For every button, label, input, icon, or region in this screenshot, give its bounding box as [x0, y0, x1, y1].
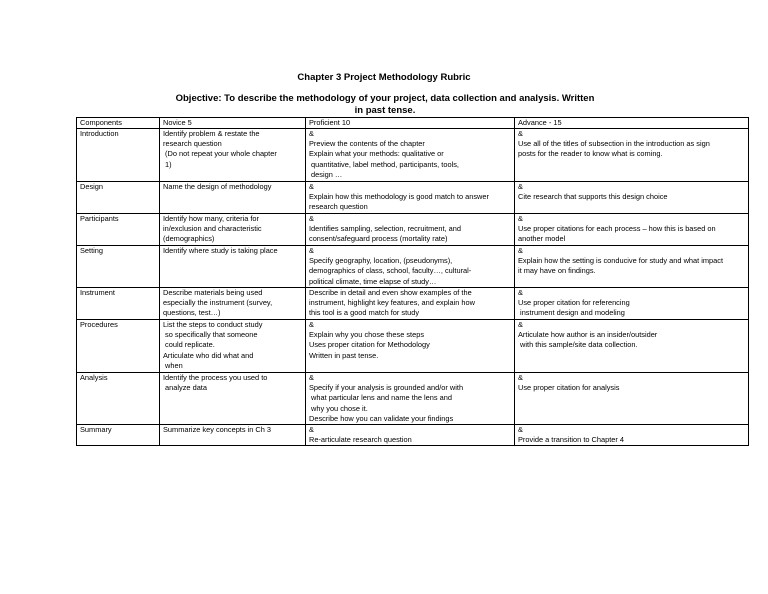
cell-novice: [160, 182, 306, 214]
novice-text-line: Identify problem & restate the: [163, 129, 260, 138]
advance-text-line: Cite research that supports this design choice: [518, 192, 668, 202]
objective-line-2: in past tense.: [354, 105, 416, 116]
novice-text-line: 1): [163, 159, 172, 169]
advance-text-line: Articulate how author is an insider/outsider: [518, 330, 658, 340]
cell-advance: [515, 373, 749, 425]
table-row: [77, 288, 749, 320]
novice-text-line: Articulate who did what and: [163, 350, 254, 360]
cell-component: [77, 246, 160, 288]
cell-advance: [515, 425, 749, 446]
proficient-text-line: Explain why you chose these steps: [309, 330, 425, 340]
cell-proficient: [306, 288, 515, 320]
novice-text-line: Describe materials being used: [163, 288, 263, 297]
proficient-text-line: &: [309, 425, 314, 435]
cell-novice: [160, 246, 306, 288]
cell-component: [77, 425, 160, 446]
component-label: Setting: [80, 246, 104, 255]
cell-proficient: [306, 129, 515, 182]
component-label: Participants: [80, 214, 119, 223]
proficient-text-line: Identifies sampling, selection, recruitment, and: [309, 224, 461, 234]
header-proficient: Proficient 10: [306, 118, 515, 129]
advance-text-line: Use proper citations for each process – how this is based on: [518, 224, 716, 234]
novice-text-line: Identify how many, criteria for: [163, 214, 259, 223]
table-row: [77, 425, 749, 446]
advance-text-line: another model: [518, 234, 566, 244]
novice-text-line: (demographics): [163, 234, 215, 244]
proficient-text-line: &: [309, 373, 314, 382]
proficient-text-line: consent/safeguard process (mortality rate): [309, 234, 448, 244]
novice-text-line: Identify the process you used to: [163, 373, 268, 382]
novice-text-line: so specifically that someone: [163, 330, 258, 340]
cell-novice: [160, 373, 306, 425]
advance-text-line: Provide a transition to Chapter 4: [518, 435, 624, 445]
objective-line-1: Objective: To describe the methodology of your project, data collection and analysis. Written: [175, 93, 595, 104]
cell-proficient: [306, 425, 515, 446]
novice-text-line: especially the instrument (survey,: [163, 298, 273, 308]
proficient-text-line: Specify geography, location, (pseudonyms),: [309, 256, 453, 266]
header-advance: Advance - 15: [515, 118, 749, 129]
novice-text-line: could replicate.: [163, 340, 215, 350]
cell-component: [77, 182, 160, 214]
cell-advance: [515, 214, 749, 246]
novice-text-line: Name the design of methodology: [163, 182, 272, 191]
component-label: Introduction: [80, 129, 119, 138]
advance-text-line: with this sample/site data collection.: [518, 340, 638, 350]
cell-component: [77, 373, 160, 425]
proficient-text-line: demographics of class, school, faculty…, cultural-: [309, 266, 472, 276]
cell-novice: [160, 425, 306, 446]
novice-text-line: in/exclusion and characteristic: [163, 224, 262, 234]
advance-text-line: &: [518, 129, 523, 138]
proficient-text-line: Specify if your analysis is grounded and/or with: [309, 383, 464, 393]
table-row: [77, 320, 749, 373]
cell-proficient: [306, 320, 515, 373]
cell-component: [77, 320, 160, 373]
cell-advance: [515, 182, 749, 214]
advance-text-line: &: [518, 214, 523, 223]
cell-novice: [160, 214, 306, 246]
novice-text-line: when: [163, 360, 183, 370]
header-components: Components: [77, 118, 160, 129]
proficient-text-line: why you chose it.: [309, 403, 368, 413]
proficient-text-line: Describe in detail and even show examples of the: [309, 288, 472, 297]
proficient-text-line: &: [309, 182, 314, 191]
proficient-text-line: Uses proper citation for Methodology: [309, 340, 430, 350]
cell-advance: [515, 246, 749, 288]
advance-text-line: &: [518, 288, 523, 297]
proficient-text-line: Explain how this methodology is good match to answer: [309, 192, 489, 202]
header-row: [77, 118, 749, 129]
proficient-text-line: Preview the contents of the chapter: [309, 139, 425, 149]
cell-component: [77, 214, 160, 246]
proficient-text-line: what particular lens and name the lens and: [309, 393, 452, 403]
proficient-text-line: &: [309, 246, 314, 255]
rubric-body: [77, 129, 749, 446]
objective-text: [170, 93, 600, 117]
proficient-text-line: &: [309, 214, 314, 223]
advance-text-line: instrument design and modeling: [518, 308, 625, 318]
table-row: [77, 182, 749, 214]
table-row: [77, 214, 749, 246]
advance-text-line: Use proper citation for referencing: [518, 298, 630, 308]
cell-proficient: [306, 182, 515, 214]
proficient-text-line: &: [309, 129, 314, 138]
advance-text-line: &: [518, 373, 523, 382]
proficient-text-line: instrument, highlight key features, and explain how: [309, 298, 475, 308]
cell-novice: [160, 129, 306, 182]
cell-proficient: [306, 246, 515, 288]
proficient-text-line: design …: [309, 169, 343, 179]
cell-proficient: [306, 373, 515, 425]
novice-text-line: questions, test…): [163, 308, 221, 318]
proficient-text-line: research question: [309, 202, 368, 212]
proficient-text-line: Re-articulate research question: [309, 435, 412, 445]
cell-advance: [515, 129, 749, 182]
advance-text-line: it may have on findings.: [518, 266, 596, 276]
advance-text-line: Explain how the setting is conducive for study and what impact: [518, 256, 723, 266]
component-label: Instrument: [80, 288, 115, 297]
component-label: Procedures: [80, 320, 118, 329]
advance-text-line: posts for the reader to know what is coming.: [518, 149, 663, 159]
document-title: Chapter 3 Project Methodology Rubric: [297, 72, 471, 83]
advance-text-line: &: [518, 425, 523, 435]
advance-text-line: &: [518, 246, 523, 255]
proficient-text-line: quantitative, label method, participants, tools,: [309, 159, 459, 169]
component-label: Summary: [80, 425, 112, 435]
advance-text-line: Use all of the titles of subsection in the introduction as sign: [518, 139, 710, 149]
proficient-text-line: political climate, time elapse of study…: [309, 276, 437, 286]
cell-advance: [515, 320, 749, 373]
cell-novice: [160, 288, 306, 320]
table-row: [77, 373, 749, 425]
proficient-text-line: Explain what your methods: qualitative or: [309, 149, 444, 159]
cell-novice: [160, 320, 306, 373]
advance-text-line: Use proper citation for analysis: [518, 383, 620, 393]
component-label: Analysis: [80, 373, 108, 382]
proficient-text-line: Describe how you can validate your findings: [309, 413, 454, 423]
header-novice: Novice 5: [160, 118, 306, 129]
table-row: [77, 129, 749, 182]
novice-text-line: Summarize key concepts in Ch 3: [163, 425, 272, 435]
cell-component: [77, 288, 160, 320]
novice-text-line: List the steps to conduct study: [163, 320, 263, 329]
component-label: Design: [80, 182, 104, 191]
cell-advance: [515, 288, 749, 320]
advance-text-line: &: [518, 320, 523, 329]
cell-component: [77, 129, 160, 182]
proficient-text-line: Written in past tense.: [309, 350, 379, 360]
table-row: [77, 246, 749, 288]
novice-text-line: analyze data: [163, 383, 207, 393]
rubric-table: [76, 117, 749, 446]
proficient-text-line: this tool is a good match for study: [309, 308, 420, 318]
cell-proficient: [306, 214, 515, 246]
novice-text-line: research question: [163, 139, 222, 149]
proficient-text-line: &: [309, 320, 314, 329]
novice-text-line: Identify where study is taking place: [163, 246, 278, 255]
novice-text-line: (Do not repeat your whole chapter: [163, 149, 277, 159]
advance-text-line: &: [518, 182, 523, 191]
